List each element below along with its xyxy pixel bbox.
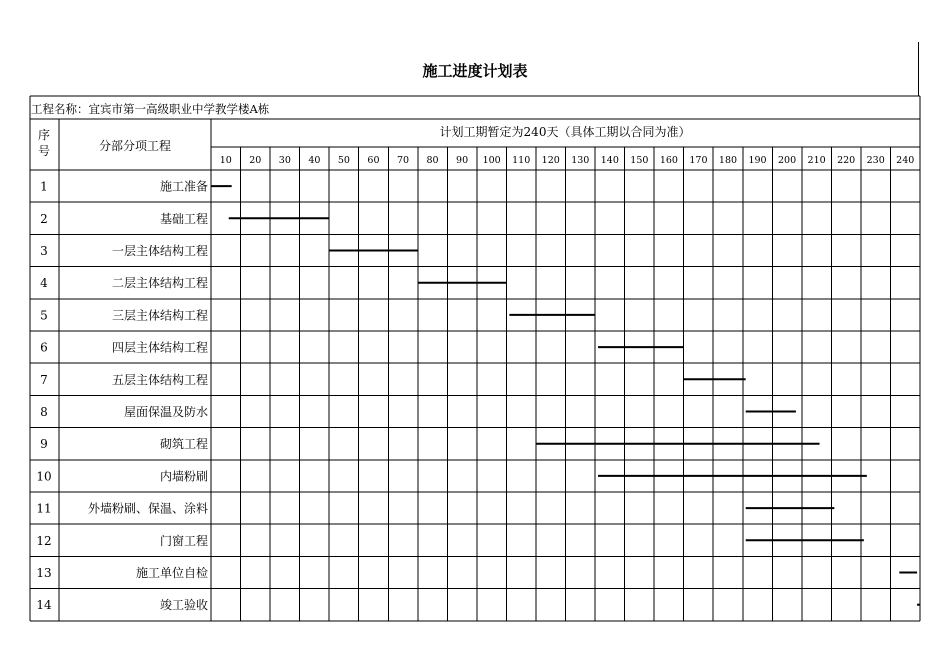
header-item: 分部分项工程 [98,139,172,153]
day-label: 230 [866,155,885,166]
row-item-name: 一层主体结构工程 [111,244,208,258]
day-label: 190 [748,155,767,166]
day-label: 20 [249,155,262,166]
day-label: 60 [367,155,380,166]
row-item-name: 四层主体结构工程 [111,340,208,355]
row-item-name: 三层主体结构工程 [111,308,208,323]
row-number: 12 [36,533,52,548]
row-item-name: 五层主体结构工程 [111,372,208,387]
header-seq-top: 序 [37,128,51,142]
row-number: 8 [40,405,48,419]
day-label: 100 [482,155,501,166]
day-label: 120 [541,155,560,166]
row-number: 13 [36,566,52,580]
page-title: 施工进度计划表 [422,62,528,80]
day-label: 150 [630,155,649,166]
day-label: 170 [689,155,708,166]
day-label: 30 [278,155,291,166]
day-label: 220 [837,155,856,166]
row-item-name: 基础工程 [159,211,208,226]
row-number: 4 [40,276,48,291]
day-label: 50 [337,155,350,166]
row-item-name: 竣工验收 [159,598,208,613]
row-item-name: 二层主体结构工程 [111,276,208,291]
day-label: 160 [659,155,678,166]
row-item-name: 施工单位自检 [135,566,208,580]
day-label: 210 [807,155,826,166]
day-label: 40 [308,155,321,166]
row-number: 1 [40,179,48,194]
project-name: 工程名称：宜宾市第一高级职业中学教学楼A栋 [31,102,270,116]
row-item-name: 内墙粉刷 [159,469,208,484]
row-number: 9 [40,437,48,452]
day-label: 10 [219,155,232,166]
row-number: 2 [40,211,48,226]
row-item-name: 门窗工程 [159,533,208,548]
day-label: 180 [718,155,738,166]
row-number: 3 [40,244,48,258]
row-number: 14 [36,598,52,613]
header-seq-bottom: 号 [37,144,51,158]
row-item-name: 屋面保温及防水 [123,405,208,419]
day-label: 70 [396,155,410,166]
row-number: 11 [36,501,52,516]
row-number: 5 [40,308,48,323]
day-label: 80 [426,155,439,166]
row-item-name: 施工准备 [159,179,208,194]
day-label: 90 [456,155,469,166]
day-label: 240 [896,155,915,166]
row-number: 7 [40,372,48,387]
day-label: 140 [600,155,619,166]
header-plan: 计划工期暂定为240天（具体工期以合同为准） [439,125,691,139]
row-item-name: 外墙粉刷、保温、涂料 [87,501,208,516]
day-label: 200 [777,155,797,166]
row-item-name: 砌筑工程 [159,437,208,452]
day-label: 110 [512,155,531,166]
row-number: 6 [40,340,48,355]
row-number: 10 [36,469,52,484]
day-label: 130 [571,155,590,166]
